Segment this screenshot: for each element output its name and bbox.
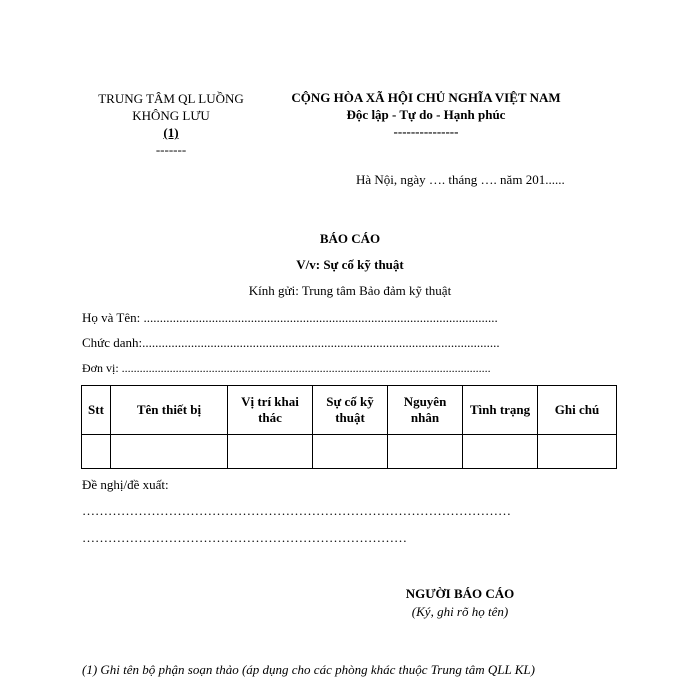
- table-cell: [463, 435, 538, 469]
- org-name-line2: KHÔNG LƯU: [132, 108, 210, 123]
- position-field: Chức danh:..............................................................................................................: [82, 335, 500, 350]
- nation-name: CỘNG HÒA XÃ HỘI CHỦ NGHĨA VIỆT NAM: [291, 90, 561, 105]
- report-subject: V/v: Sự cố kỹ thuật: [296, 257, 404, 272]
- table-cell: [111, 435, 228, 469]
- table-cell: [388, 435, 463, 469]
- org-footnote-marker: (1): [163, 125, 179, 140]
- table-header-row: [82, 386, 617, 435]
- motto-divider: ---------------: [393, 124, 459, 139]
- incident-table: [81, 385, 617, 469]
- col-header-cause: Nguyên nhân: [388, 386, 463, 435]
- col-header-note: Ghi chú: [538, 386, 617, 435]
- national-motto: Độc lập - Tự do - Hạnh phúc: [346, 107, 506, 122]
- date-line: Hà Nội, ngày …. tháng …. năm 201......: [356, 172, 565, 187]
- issuing-organization: [88, 90, 254, 158]
- proposal-line-2: …………………………………………………………………: [82, 530, 407, 545]
- proposal-line-1: ………………………………………………………………………………………: [82, 503, 511, 518]
- col-header-incident: Sự cố kỹ thuật: [313, 386, 388, 435]
- national-header: [278, 89, 574, 140]
- org-name-line1: TRUNG TÂM QL LUỒNG: [98, 91, 244, 106]
- col-header-stt: Stt: [82, 386, 111, 435]
- unit-field: Đơn vị: ...........................................................................................................................: [82, 361, 491, 375]
- col-header-status: Tình trạng: [463, 386, 538, 435]
- col-header-location: Vị trí khai thác: [228, 386, 313, 435]
- col-header-device: Tên thiết bị: [111, 386, 228, 435]
- table-row: [82, 435, 617, 469]
- table-cell: [82, 435, 111, 469]
- proposal-label: Đề nghị/đề xuất:: [82, 477, 169, 492]
- report-title: BÁO CÁO: [319, 231, 381, 246]
- name-field: Họ và Tên: .............................................................................................................: [82, 310, 498, 325]
- table-cell: [228, 435, 313, 469]
- table-cell: [313, 435, 388, 469]
- signature-hint: (Ký, ghi rõ họ tên): [411, 604, 509, 619]
- table-cell: [538, 435, 617, 469]
- org-divider: -------: [155, 142, 187, 157]
- signer-title: NGƯỜI BÁO CÁO: [405, 586, 515, 601]
- footnote: (1) Ghi tên bộ phận soạn thảo (áp dụng cho các phòng khác thuộc Trung tâm QLL KL): [82, 662, 535, 677]
- report-recipient: Kính gửi: Trung tâm Bảo đảm kỹ thuật: [248, 283, 452, 298]
